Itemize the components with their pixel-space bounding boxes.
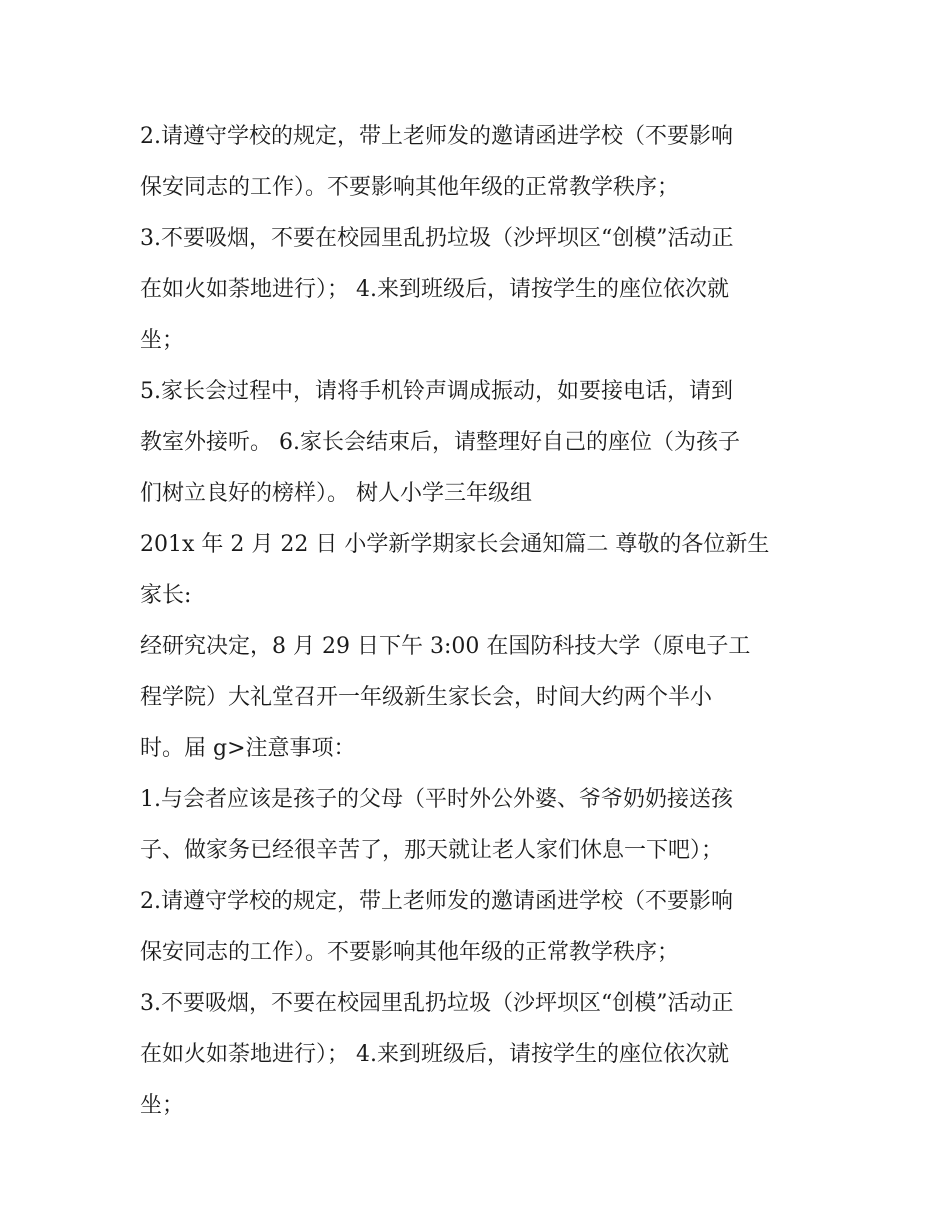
- text-line: 5.家长会过程中，请将手机铃声调成振动，如要接电话，请到: [140, 379, 733, 404]
- text-line: 保安同志的工作）。不要影响其他年级的正常教学秩序；: [140, 940, 680, 965]
- text-line: 们树立良好的榜样）。 树人小学三年级组: [140, 481, 532, 506]
- text-line: 2.请遵守学校的规定，带上老师发的邀请函进学校（不要影响: [140, 124, 733, 149]
- text-line: 程学院）大礼堂召开一年级新生家长会，时间大约两个半小: [140, 685, 713, 710]
- text-line: 3.不要吸烟，不要在校园里乱扔垃圾（沙坪坝区“创模”活动正: [140, 991, 734, 1016]
- text-line: 保安同志的工作）。不要影响其他年级的正常教学秩序；: [140, 175, 680, 200]
- text-line: 子、做家务已经很辛苦了，那天就让老人家们休息一下吧）；: [140, 838, 724, 863]
- text-line: 在如火如荼地进行）； 4.来到班级后，请按学生的座位依次就: [140, 1042, 729, 1067]
- text-line: 家长:: [140, 583, 192, 608]
- text-line: 时。届 g>注意事项：: [140, 736, 356, 761]
- text-line: 经研究决定，8 月 29 日下午 3:00 在国防科技大学（原电子工: [140, 634, 751, 659]
- text-line: 教室外接听。 6.家长会结束后，请整理好自己的座位（为孩子: [140, 430, 740, 455]
- text-line: 3.不要吸烟，不要在校园里乱扔垃圾（沙坪坝区“创模”活动正: [140, 226, 734, 251]
- document-body: [140, 111, 820, 1131]
- text-line: 在如火如荼地进行）； 4.来到班级后，请按学生的座位依次就: [140, 277, 729, 302]
- text-line: 坐；: [140, 1093, 185, 1118]
- text-line: 坐；: [140, 328, 185, 353]
- text-line: 201x 年 2 月 22 日 小学新学期家长会通知篇二 尊敬的各位新生: [140, 532, 770, 557]
- text-line: 2.请遵守学校的规定，带上老师发的邀请函进学校（不要影响: [140, 889, 733, 914]
- text-line: 1.与会者应该是孩子的父母（平时外公外婆、爷爷奶奶接送孩: [140, 787, 733, 812]
